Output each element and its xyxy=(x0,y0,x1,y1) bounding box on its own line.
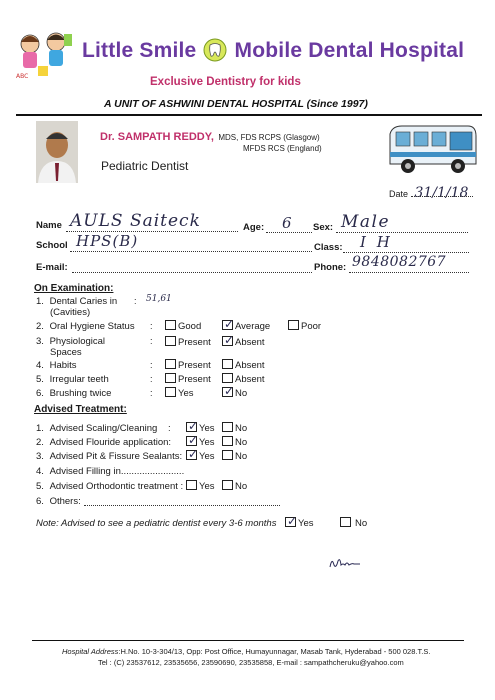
address-text: :H.No. 10-3-304/13, Opp: Post Office, Humayunnagar, Masab Tank, Hyderabad - 500 028.T.S. xyxy=(118,647,431,656)
brushing-yes-option[interactable]: Yes xyxy=(165,387,194,399)
school-value[interactable]: HPS(B) xyxy=(76,232,139,250)
age-label: Age: xyxy=(243,222,265,233)
scaling-no-option[interactable]: No xyxy=(222,422,247,434)
flouride-no-checkbox[interactable] xyxy=(222,436,233,446)
address-label: Hospital Address xyxy=(62,647,119,656)
tooth-logo-icon xyxy=(202,38,228,62)
brushing-no-option[interactable]: ✓ No xyxy=(224,384,248,399)
sealants-yes-option[interactable]: ✓ Yes xyxy=(188,447,215,462)
brushing-yes-checkbox[interactable] xyxy=(165,387,176,397)
hygiene-average-option[interactable]: ✓ Average xyxy=(224,317,271,332)
caries-note[interactable]: 51,61 xyxy=(146,294,172,304)
brushing-no-checkbox[interactable] xyxy=(222,384,235,398)
title-left: Little Smile xyxy=(82,39,197,62)
check-mark-icon: ✓ xyxy=(188,447,199,461)
kids-logo xyxy=(14,30,80,80)
ortho-no-option[interactable]: No xyxy=(222,480,247,492)
exam-item-spaces: 3. Physiological Spaces xyxy=(36,336,106,358)
habits-present-option[interactable]: Present xyxy=(165,359,211,371)
check-mark-icon: ✓ xyxy=(188,433,199,447)
irregular-present-checkbox[interactable] xyxy=(165,373,176,383)
ortho-no-checkbox[interactable] xyxy=(222,480,233,490)
scaling-no-checkbox[interactable] xyxy=(222,422,233,432)
name-value[interactable]: AULS Saiteck xyxy=(70,211,201,231)
scaling-yes-checkbox[interactable] xyxy=(186,419,199,433)
footer-divider xyxy=(32,640,464,641)
hygiene-average-checkbox[interactable] xyxy=(222,317,235,331)
scaling-yes-option[interactable]: ✓ Yes xyxy=(188,419,215,434)
examination-heading: On Examination: xyxy=(34,283,114,294)
ortho-yes-option[interactable]: Yes xyxy=(186,480,215,492)
hygiene-good-checkbox[interactable] xyxy=(165,320,176,330)
doctor-signature xyxy=(328,555,364,571)
note-yes-checkbox[interactable] xyxy=(285,514,298,528)
spaces-absent-option[interactable]: ✓ Absent xyxy=(224,333,265,348)
exam-item-brushing: 6. Brushing twice xyxy=(36,388,112,399)
tagline: Exclusive Dentistry for kids xyxy=(150,76,301,88)
treatment-item-filling: 4. Advised Filling in........................ xyxy=(36,466,185,477)
others-field[interactable] xyxy=(84,505,280,506)
check-mark-icon: ✓ xyxy=(224,384,235,398)
footer-contact: Tel : (C) 23537612, 23535656, 23590690, 23535858, E-mail : sampathcheruku@yahoo.com xyxy=(98,658,404,667)
svg-text:ABC: ABC xyxy=(16,73,29,80)
hygiene-poor-option[interactable]: Poor xyxy=(288,320,321,332)
hygiene-poor-checkbox[interactable] xyxy=(288,320,299,330)
treatment-item-scaling: 1. Advised Scaling/Cleaning : xyxy=(36,423,171,434)
class-label: Class: xyxy=(314,242,343,253)
treatment-item-sealants: 3. Advised Pit & Fissure Sealants: xyxy=(36,451,183,462)
phone-label: Phone: xyxy=(314,262,347,273)
date-value[interactable]: 31/1/18 xyxy=(414,185,469,201)
irregular-absent-checkbox[interactable] xyxy=(222,373,233,383)
spaces-present-checkbox[interactable] xyxy=(165,336,176,346)
doctor-name-line xyxy=(100,127,320,145)
treatment-item-others: 6. Others: xyxy=(36,496,81,507)
flouride-yes-checkbox[interactable] xyxy=(186,433,199,447)
doctor-quals-2: MFDS RCS (England) xyxy=(243,144,322,153)
footer-address-line xyxy=(62,647,430,656)
treatment-heading: Advised Treatment: xyxy=(34,404,127,415)
doctor-photo xyxy=(36,121,78,183)
treatment-item-orthodontic: 5. Advised Orthodontic treatment : xyxy=(36,481,184,492)
note-no-option[interactable]: No xyxy=(340,517,367,529)
sealants-yes-checkbox[interactable] xyxy=(186,447,199,461)
doctor-title: Pediatric Dentist xyxy=(101,159,189,173)
treatment-item-flouride: 2. Advised Flouride application: xyxy=(36,437,172,448)
spaces-absent-checkbox[interactable] xyxy=(222,333,235,347)
spaces-present-option[interactable]: Present xyxy=(165,336,211,348)
date-field xyxy=(389,184,468,202)
ortho-yes-checkbox[interactable] xyxy=(186,480,197,490)
name-label: Name xyxy=(36,220,62,231)
note-yes-option[interactable]: ✓ Yes xyxy=(287,514,314,529)
check-mark-icon: ✓ xyxy=(224,333,235,347)
hygiene-good-option[interactable]: Good xyxy=(165,320,201,332)
hospital-title xyxy=(82,38,464,63)
exam-item-caries: 1. Dental Caries in (Cavities) xyxy=(36,296,118,318)
habits-absent-checkbox[interactable] xyxy=(222,359,233,369)
irregular-absent-option[interactable]: Absent xyxy=(222,373,265,385)
note-no-checkbox[interactable] xyxy=(340,517,351,527)
irregular-present-option[interactable]: Present xyxy=(165,373,211,385)
exam-item-habits: 4. Habits xyxy=(36,360,77,371)
check-mark-icon: ✓ xyxy=(224,317,235,331)
doctor-quals-1: MDS, FDS RCPS (Glasgow) xyxy=(218,133,320,142)
class-value[interactable]: I H xyxy=(360,233,393,251)
email-field[interactable] xyxy=(72,272,312,273)
phone-value[interactable]: 9848082767 xyxy=(352,254,447,270)
date-label: Date xyxy=(389,189,409,199)
school-label: School xyxy=(36,240,68,251)
exam-item-hygiene: 2. Oral Hygiene Status xyxy=(36,321,135,332)
age-value[interactable]: 6 xyxy=(282,214,292,232)
header-divider xyxy=(16,114,482,116)
sex-value[interactable]: Male xyxy=(341,212,391,232)
flouride-yes-option[interactable]: ✓ Yes xyxy=(188,433,215,448)
email-label: E-mail: xyxy=(36,262,68,273)
sealants-no-checkbox[interactable] xyxy=(222,450,233,460)
habits-absent-option[interactable]: Absent xyxy=(222,359,265,371)
sex-label: Sex: xyxy=(313,222,334,233)
flouride-no-option[interactable]: No xyxy=(222,436,247,448)
sealants-no-option[interactable]: No xyxy=(222,450,247,462)
check-mark-icon: ✓ xyxy=(287,514,298,528)
doctor-name: Dr. SAMPATH REDDY, xyxy=(100,131,214,143)
exam-item-irregular: 5. Irregular teeth xyxy=(36,374,109,385)
habits-present-checkbox[interactable] xyxy=(165,359,176,369)
title-right: Mobile Dental Hospital xyxy=(234,39,465,62)
bus-illustration xyxy=(384,120,480,178)
unit-line: A UNIT OF ASHWINI DENTAL HOSPITAL (Since 1997) xyxy=(104,98,368,110)
check-mark-icon: ✓ xyxy=(188,419,199,433)
advice-note: Note: Advised to see a pediatric dentist every 3-6 months xyxy=(36,518,277,529)
